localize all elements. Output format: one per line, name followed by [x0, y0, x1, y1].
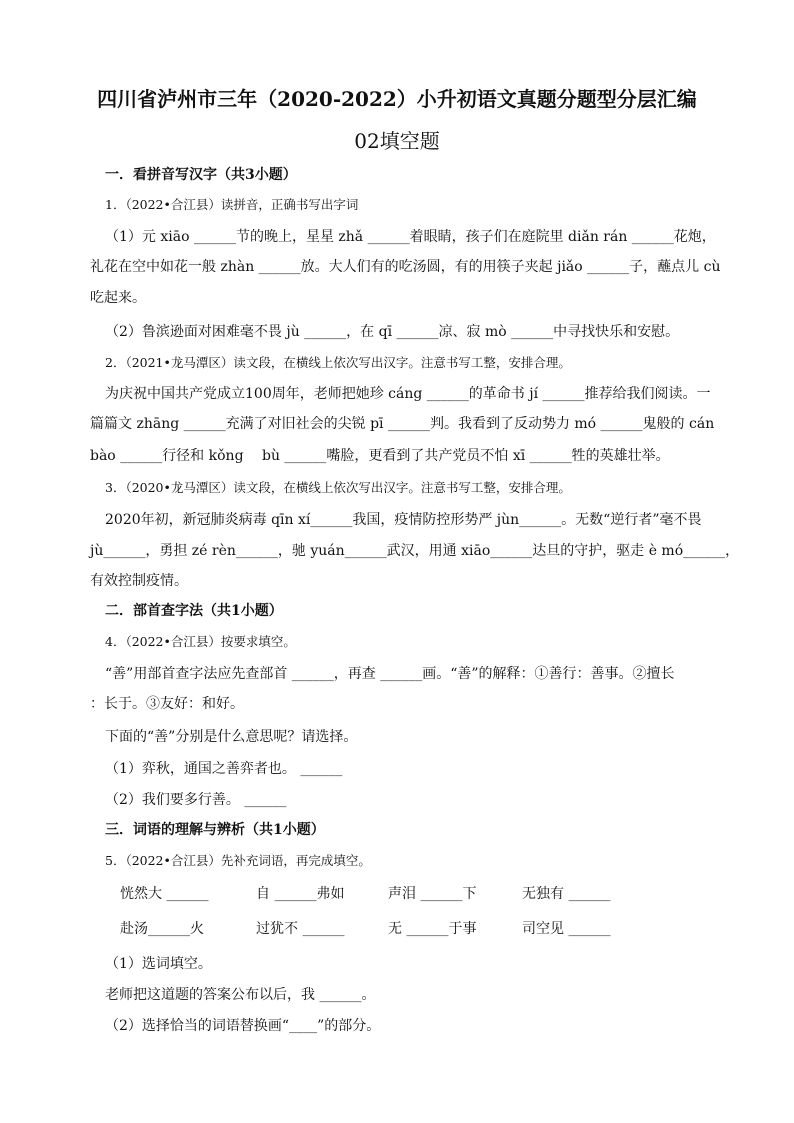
- text-line: ：长于。③友好：和好。: [90, 696, 244, 712]
- text-line: 礼花在空中如花一般 zhàn ______放。大人们有的吃汤圆，有的用筷子夹起 jiǎo ______子，蘸点儿 cù: [90, 259, 721, 275]
- text-line: 老师把这道题的答案公布以后，我 ______。: [105, 987, 376, 1003]
- text-line: jù______，勇担 zé rèn______，驰 yuán______武汉，用通 xiāo______达旦的守护，驱走 è mó______，: [90, 543, 740, 559]
- document-subtitle: 02填空题: [354, 129, 440, 153]
- text-line: 下面的“善”分别是什么意思呢？请选择。: [105, 729, 358, 745]
- text-line: 篇篇文 zhāng ______充满了对旧社会的尖锐 pī ______判。我看到了反动势力 mó ______鬼般的 cán: [90, 416, 715, 432]
- document-title: 四川省泸州市三年（2020-2022）小升初语文真题分题型分层汇编: [97, 87, 697, 111]
- text-line: （2）我们要多行善。 ______: [105, 792, 287, 808]
- word-item: 司空见 ______: [522, 921, 611, 937]
- text-line: 为庆祝中国共产党成立100周年，老师把她珍 cáng ______的革命书 jí ______推荐给我们阅读。一: [105, 386, 711, 402]
- section-heading: 三．词语的理解与辨析（共1小题）: [105, 822, 325, 838]
- question-stem: 2．（2021•龙马潭区）读文段，在横线上依次写出汉字。注意书写工整，安排合理。: [105, 355, 571, 370]
- text-line: （2）鲁滨逊面对困难毫不畏 jù ______，在 qī ______凉、寂 mò ______中寻找快乐和安慰。: [105, 324, 680, 340]
- question-stem: 5．（2022•合江县）先补充词语，再完成填空。: [105, 853, 371, 868]
- section-heading: 二．部首查字法（共1小题）: [105, 603, 283, 619]
- text-line: 有效控制疫情。: [90, 573, 188, 589]
- text-line: 2020年初，新冠肺炎病毒 qīn xí______我国，疫情防控形势严 jùn______。无数“逆行者”毫不畏: [105, 512, 702, 528]
- question-stem: 4．（2022•合江县）按要求填空。: [105, 634, 296, 649]
- text-line: “善”用部首查字法应先查部首 ______，再查 ______画。“善”的解释：①善行：善事。②擅长: [105, 666, 675, 682]
- section-heading: 一．看拼音写汉字（共3小题）: [105, 167, 297, 183]
- text-line: bào ______行径和 kǒng bù ______嘴脸，更看到了共产党员不怕 xī ______牲的英雄壮举。: [90, 448, 670, 464]
- question-stem: 1．（2022•合江县）读拼音，正确书写出字词: [105, 197, 359, 212]
- text-line: 吃起来。: [90, 290, 146, 306]
- word-item: 无独有 ______: [522, 886, 611, 902]
- text-line: （1）弈秋，通国之善弈者也。 ______: [105, 761, 343, 777]
- word-item: 自 ______弗如: [256, 886, 345, 902]
- text-line: （2）选择恰当的词语替换画“____”的部分。: [105, 1018, 381, 1034]
- text-line: （1）元 xiāo ______节的晚上，星星 zhǎ ______着眼睛，孩子们在庭院里 diǎn rán ______花炮，: [105, 229, 716, 245]
- word-item: 声泪 ______下: [388, 886, 477, 902]
- question-stem: 3．（2020•龙马潭区）读文段，在横线上依次写出汉字。注意书写工整，安排合理。: [105, 480, 571, 495]
- text-line: （1）选词填空。: [105, 956, 212, 972]
- word-item: 恍然大 ______: [120, 886, 209, 902]
- word-item: 过犹不 ______: [256, 921, 345, 937]
- word-item: 无 ______于事: [388, 921, 477, 937]
- word-item: 赴汤______火: [120, 921, 204, 937]
